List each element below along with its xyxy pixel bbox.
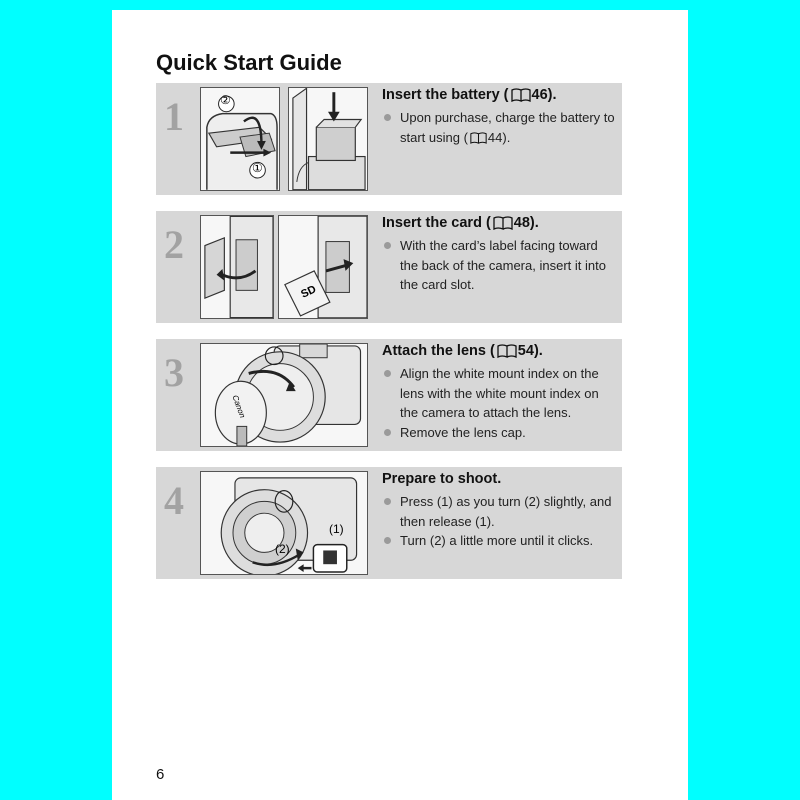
card-door-illustration	[200, 215, 274, 319]
step-1-text	[382, 87, 618, 147]
sd-card-label: SD	[299, 283, 319, 301]
bullet-list	[382, 108, 618, 147]
page-reference[interactable]: 48	[513, 215, 530, 231]
step-number: 1	[164, 94, 184, 139]
battery-door-illustration	[200, 87, 280, 191]
heading-text: Attach the lens (	[382, 343, 495, 359]
step-heading	[382, 215, 618, 231]
page-reference[interactable]: 54	[517, 343, 534, 359]
bullet-list	[382, 492, 618, 551]
heading-text-end: ).	[529, 215, 539, 231]
callout-2: ②	[220, 93, 231, 107]
step-1	[156, 83, 622, 195]
bullet-list	[382, 236, 618, 295]
page-reference[interactable]: 46	[531, 87, 548, 103]
prepare-shoot-illustration	[200, 471, 368, 575]
battery-insert-drawing	[289, 88, 367, 190]
step-4	[156, 467, 622, 579]
list-item: Turn (2) a little more until it clicks.	[382, 531, 618, 551]
step-2	[156, 211, 622, 323]
step-3-text	[382, 343, 618, 442]
bullet-list	[382, 364, 618, 442]
lens-attach-illustration	[200, 343, 368, 447]
brand-label: Canon	[230, 393, 248, 420]
page-title: Quick Start Guide	[156, 50, 342, 75]
lens-attach-drawing	[201, 344, 367, 446]
list-item: Press (1) as you turn (2) slightly, and then release (1).	[382, 492, 618, 531]
heading-text: Insert the battery (	[382, 87, 509, 103]
list-item: Align the white mount index on the lens with the white mount index on the camera to attach the lens.	[382, 364, 618, 423]
callout-1: (1)	[329, 522, 344, 536]
step-number: 3	[164, 350, 184, 395]
callout-1: ①	[252, 161, 263, 175]
step-number: 4	[164, 478, 184, 523]
heading-text-end: ).	[533, 343, 543, 359]
step-heading	[382, 343, 618, 359]
card-insert-drawing	[279, 216, 367, 318]
list-item: Remove the lens cap.	[382, 423, 618, 443]
list-item: Upon purchase, charge the battery to start using ( 44).	[382, 108, 618, 147]
book-icon	[511, 88, 531, 102]
list-item: With the card’s label facing toward the back of the camera, insert it into the card slot.	[382, 236, 618, 295]
manual-page	[112, 10, 688, 800]
card-door-drawing	[201, 216, 273, 318]
step-3	[156, 339, 622, 451]
page-reference[interactable]: 44	[487, 129, 503, 145]
step-4-text	[382, 471, 618, 551]
battery-insert-illustration	[288, 87, 368, 191]
page-number: 6	[156, 766, 165, 783]
step-heading: Prepare to shoot.	[382, 471, 502, 487]
heading-text-end: ).	[547, 87, 557, 103]
step-heading	[382, 87, 618, 103]
step-number: 2	[164, 222, 184, 267]
heading-text: Insert the card (	[382, 215, 491, 231]
card-insert-illustration	[278, 215, 368, 319]
step-2-text	[382, 215, 618, 295]
book-icon	[470, 132, 487, 144]
book-icon	[497, 344, 517, 358]
battery-door-drawing	[201, 88, 279, 190]
book-icon	[493, 216, 513, 230]
callout-2: (2)	[275, 542, 290, 556]
